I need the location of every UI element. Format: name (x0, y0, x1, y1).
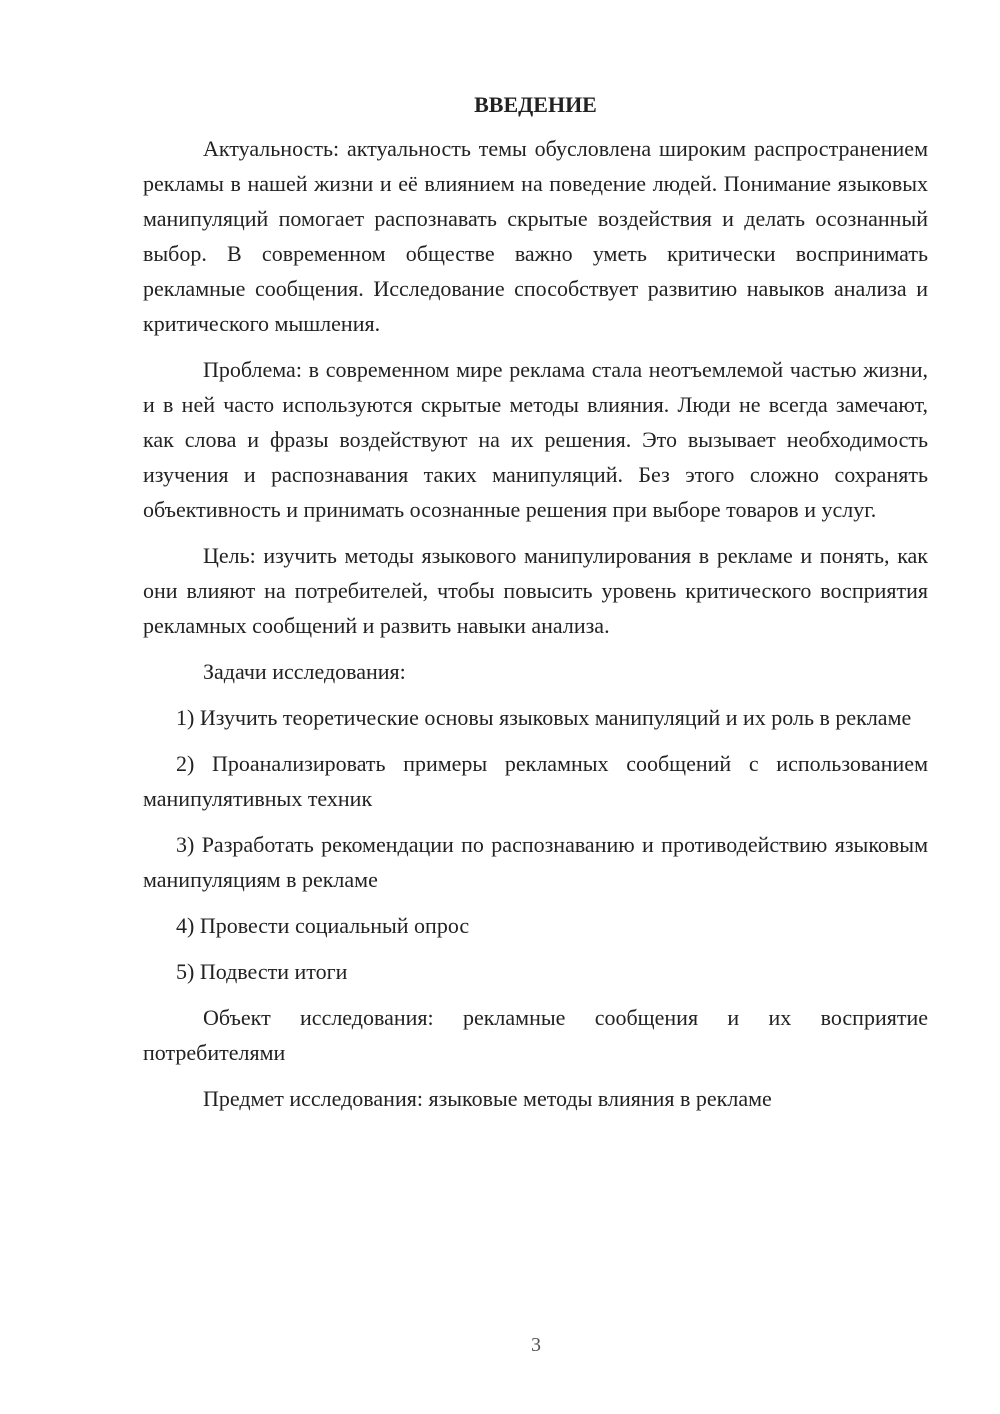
goal-paragraph: Цель: изучить методы языкового манипулирования в рекламе и понять, как они влияют на потребителей, чтобы повысить уровень критического восприятия рекламных сообщений и развить навыки анализа. (143, 543, 928, 638)
document-page (143, 90, 928, 1127)
page-title: ВВЕДЕНИЕ (474, 92, 597, 117)
task-item-3: 3) Разработать рекомендации по распознаванию и противодействию языковым манипуляциям в рекламе (143, 832, 928, 892)
task-item-2: 2) Проанализировать примеры рекламных сообщений с использованием манипулятивных техник (143, 751, 928, 811)
task-item-4: 4) Провести социальный опрос (176, 913, 470, 938)
problem-paragraph: Проблема: в современном мире реклама стала неотъемлемой частью жизни, и в ней часто используются скрытые методы влияния. Люди не всегда замечают, как слова и фразы воздействуют на их решения. Это вызывает необходимость изучения и распознавания таких манипуляций. Без этого сложно сохранять объективность и принимать осознанные решения при выборе товаров и услуг. (143, 357, 928, 522)
tasks-heading: Задачи исследования: (203, 659, 406, 684)
relevance-paragraph: Актуальность: актуальность темы обусловлена широким распространением рекламы в нашей жизни и её влиянием на поведение людей. Понимание языковых манипуляций помогает распознавать скрытые воздействия и делать осознанный выбор. В современном обществе важно уметь критически воспринимать рекламные сообщения. Исследование способствует развитию навыков анализа и критического мышления. (143, 136, 928, 336)
task-item-5: 5) Подвести итоги (176, 959, 348, 984)
page-number: 3 (531, 1334, 541, 1356)
task-item-1: 1) Изучить теоретические основы языковых манипуляций и их роль в рекламе (176, 705, 912, 730)
object-paragraph: Объект исследования: рекламные сообщения и их восприятие потребителями (143, 1005, 928, 1065)
subject-paragraph: Предмет исследования: языковые методы влияния в рекламе (203, 1086, 772, 1111)
